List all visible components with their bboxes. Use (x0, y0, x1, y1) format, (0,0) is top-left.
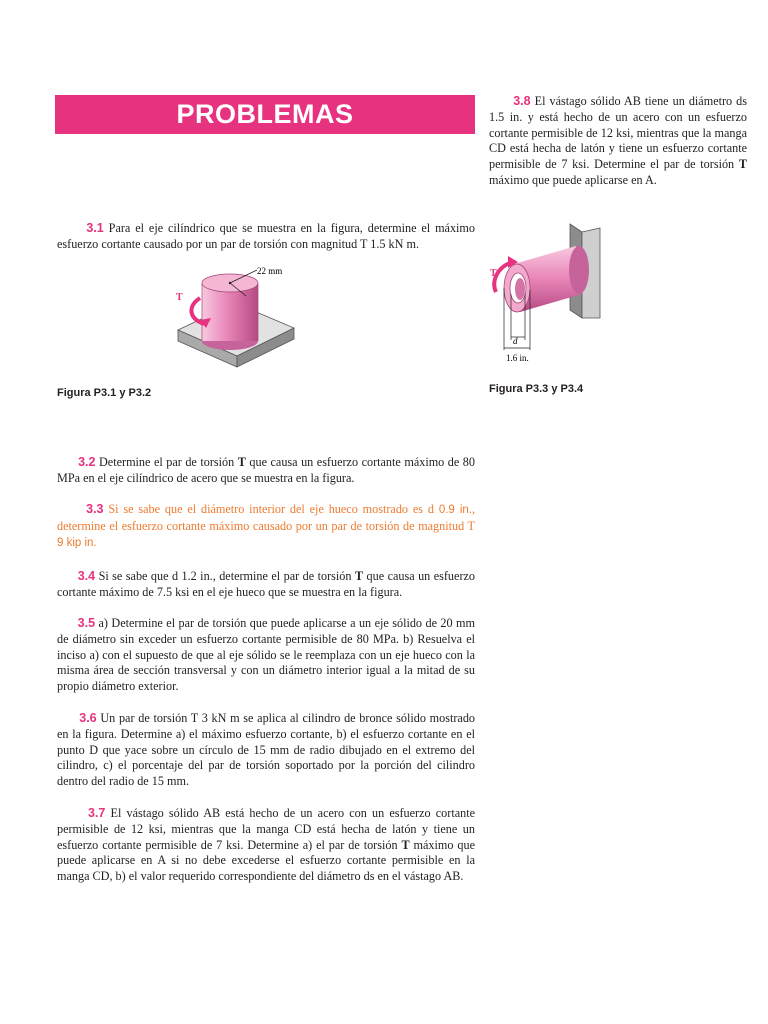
problem-number: 3.6 (79, 711, 97, 725)
problem-3-7 (57, 806, 475, 885)
figure-caption-p31: Figura P3.1 y P3.2 (57, 387, 152, 399)
torque-symbol: T (738, 157, 747, 172)
problem-3-6 (57, 711, 475, 790)
inner-diameter-label: d (513, 336, 518, 346)
problem-text: a) Determine el par de torsión que puede aplicarse a un eje sólido de 20 mm de diámetro sin exceder un esfuerzo cortante permisible de 80 MPa. b) Resuelva el inciso a) con el supuesto de que al eje sólido se le reemplaza con un eje hueco con la misma área de sección transversal y con un diámetro interior igual a la mitad de su propio diámetro exterior. (57, 616, 476, 694)
section-title: PROBLEMAS (176, 99, 354, 129)
problem-3-8 (489, 94, 747, 189)
torque-label: T (490, 268, 497, 279)
torque-symbol: T (401, 837, 410, 852)
problem-number: 3.8 (513, 94, 531, 108)
problem-text: Determine el par de torsión (99, 455, 238, 469)
problem-3-1 (57, 221, 475, 253)
problem-text: Si se sabe que d 1.2 in., determine el par de torsión (98, 569, 355, 583)
problem-number: 3.4 (77, 569, 96, 583)
problem-3-3 (57, 502, 475, 551)
figure-solid-cylinder (160, 258, 310, 378)
figure-hollow-shaft (486, 218, 621, 368)
problem-text: El vástago sólido AB está hecho de un acero con un esfuerzo cortante permisible de 12 ksi, mientras que la manga CD está hecha de latón y tiene un esfuerzo cortante permisible de 7 ksi. Determine a) el par de torsión (57, 806, 476, 852)
outer-diameter-label: 1.6 in. (506, 353, 529, 363)
problem-text-cont: máximo que puede aplicarse en A si no debe excederse el esfuerzo cortante permisible en la manga CD, b) el valor requerido correspondiente del diámetro ds en el vástago AB. (57, 837, 476, 884)
problem-number: 3.5 (77, 616, 96, 630)
problem-text: Si se sabe que el diámetro interior del eje hueco mostrado es d (108, 502, 439, 516)
torque-label: T (176, 292, 183, 303)
problem-number: 3.3 (86, 502, 104, 516)
problem-text: Para el eje cilíndrico que se muestra en la figura, determine el máximo esfuerzo cortante causado por un par de torsión con magnitud T 1.5 kN m. (57, 221, 476, 251)
torque-symbol: T (354, 569, 364, 583)
problem-text: Un par de torsión T 3 kN m se aplica al cilindro de bronce sólido mostrado en la figura. Determine a) el máximo esfuerzo cortante, b) el esfuerzo cortante en el punto D que yace sobre un círculo de 15 mm de radio dibujado en el extremo del cilindro, c) el porcentaje del par de torsión soportado por la porción del cilindro dentro del radio de 15 mm. (57, 711, 476, 789)
problem-number: 3.2 (78, 455, 96, 469)
dim-label-22mm: 22 mm (257, 266, 283, 276)
problem-text-cont: , determine el esfuerzo cortante máximo causado por un par de torsión de magnitud T (57, 502, 476, 533)
figure-caption-p33: Figura P3.3 y P3.4 (489, 383, 584, 395)
problem-number: 3.1 (86, 221, 104, 235)
problem-text-cont: que causa un esfuerzo cortante máximo de 80 MPa en el eje cilíndrico de acero que se muestra en la figura. (57, 455, 475, 485)
problem-3-5 (57, 616, 475, 695)
problem-3-2 (57, 455, 475, 487)
problem-number: 3.7 (87, 806, 106, 820)
diameter-value: 0.9 in. (438, 504, 472, 516)
section-banner (55, 95, 475, 134)
problem-text-cont: que causa un esfuerzo cortante máximo de 7.5 ksi en el eje hueco que se muestra en la figura. (57, 569, 475, 599)
problem-text-cont: máximo que puede aplicarse en A. (489, 172, 657, 187)
torque-value: 9 kip in. (57, 536, 97, 549)
problem-text: El vástago sólido AB tiene un diámetro ds 1.5 in. y está hecho de un acero con un esfuerzo cortante permisible de 12 ksi, mientras que la manga CD está hecha de latón y tiene un esfuerzo cortante permisible de 7 ksi. Determine el par de torsión (489, 94, 748, 172)
torque-symbol: T (237, 455, 246, 469)
problem-3-4 (57, 569, 475, 601)
